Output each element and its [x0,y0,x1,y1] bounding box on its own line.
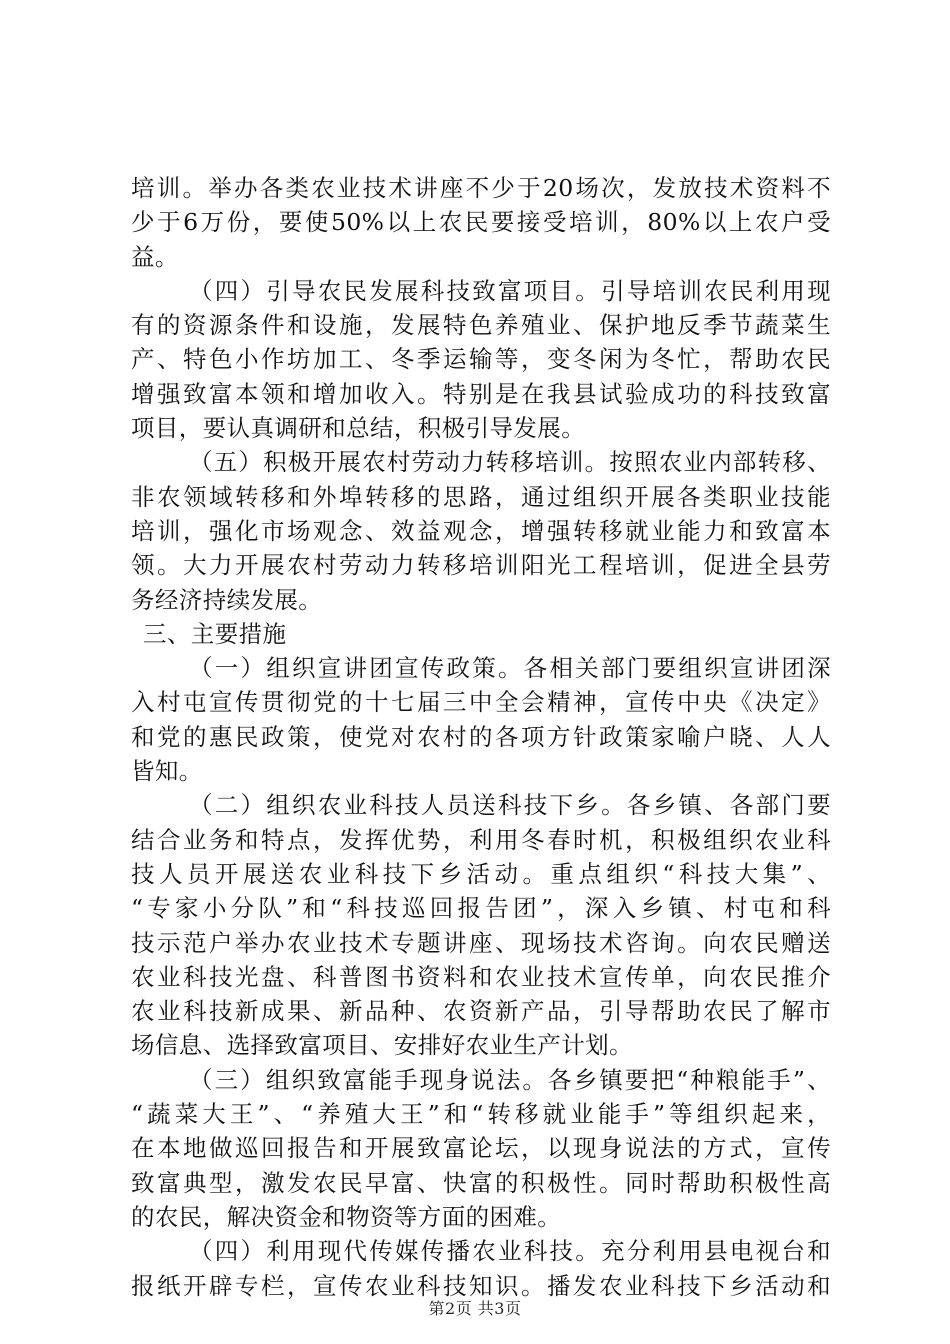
text-line: 和党的惠民政策，使党对农村的各项方针政策家喻户晓、人人 [131,722,831,751]
text-line: 结合业务和特点，发挥优势，利用冬春时机，积极组织农业科 [131,825,831,854]
text-line: 产、特色小作坊加工、冬季运输等，变冬闲为冬忙，帮助农民 [131,345,831,374]
page-number-footer: 第2页 共3页 [428,1299,522,1318]
text-line: “专家小分队”和“科技巡回报告团”，深入乡镇、村屯和科 [131,894,831,923]
text-line: 农业科技光盘、科普图书资料和农业技术宣传单，向农民推介 [131,962,831,991]
text-line: 报纸开辟专栏，宣传农业科技知识。播发农业科技下乡活动和 [131,1271,831,1300]
text-line: 项目，要认真调研和总结，积极引导发展。 [131,414,586,443]
text-line: 农业科技新成果、新品种、农资新产品，引导帮助农民了解市 [131,997,831,1026]
text-line: 领。大力开展农村劳动力转移培训阳光工程培训，促进全县劳 [131,551,831,580]
text-line: 皆知。 [131,757,203,786]
section-heading-line: （四）引导农民发展科技致富项目。引导培训农民利用现 [189,276,831,305]
text-line: 培训。举办各类农业技术讲座不少于20场次，发放技术资料不 [131,174,831,202]
document-body [131,171,831,1303]
section-heading-line: （四）利用现代传媒传播农业科技。充分利用县电视台和 [189,1237,831,1266]
section-heading-line: （三）组织致富能手现身说法。各乡镇要把“种粮能手”、 [189,1065,831,1094]
text-line: 致富典型，激发农民早富、快富的积极性。同时帮助积极性高 [131,1168,831,1197]
section-heading-line: （一）组织宣讲团宣传政策。各相关部门要组织宣讲团深 [189,654,831,683]
text-line: 技示范户举办农业技术专题讲座、现场技术咨询。向农民赠送 [131,928,831,957]
section-heading-line: （五）积极开展农村劳动力转移培训。按照农业内部转移、 [189,448,831,477]
text-line: 益。 [131,242,179,271]
chapter-heading: 三、主要措施 [143,619,287,648]
text-line: 入村屯宣传贯彻党的十七届三中全会精神，宣传中央《决定》 [131,688,831,717]
text-line: 少于6万份，要使50%以上农民要接受培训，80%以上农户受 [131,208,831,237]
text-line: 技人员开展送农业科技下乡活动。重点组织“科技大集”、 [131,859,831,888]
text-line: 的农民，解决资金和物资等方面的困难。 [131,1202,562,1231]
text-line: 场信息、选择致富项目、安排好农业生产计划。 [131,1031,633,1060]
text-line: 非农领域转移和外埠转移的思路，通过组织开展各类职业技能 [131,482,831,511]
section-heading-line: （二）组织农业科技人员送科技下乡。各乡镇、各部门要 [189,791,831,820]
text-line: 增强致富本领和增加收入。特别是在我县试验成功的科技致富 [131,379,831,408]
text-line: 有的资源条件和设施，发展特色养殖业、保护地反季节蔬菜生 [131,311,831,340]
text-line: 在本地做巡回报告和开展致富论坛，以现身说法的方式，宣传 [131,1134,831,1163]
text-line: 培训，强化市场观念、效益观念，增强转移就业能力和致富本 [131,516,831,545]
text-line: 务经济持续发展。 [131,585,323,614]
text-line: “蔬菜大王”、“养殖大王”和“转移就业能手”等组织起来， [131,1100,831,1129]
